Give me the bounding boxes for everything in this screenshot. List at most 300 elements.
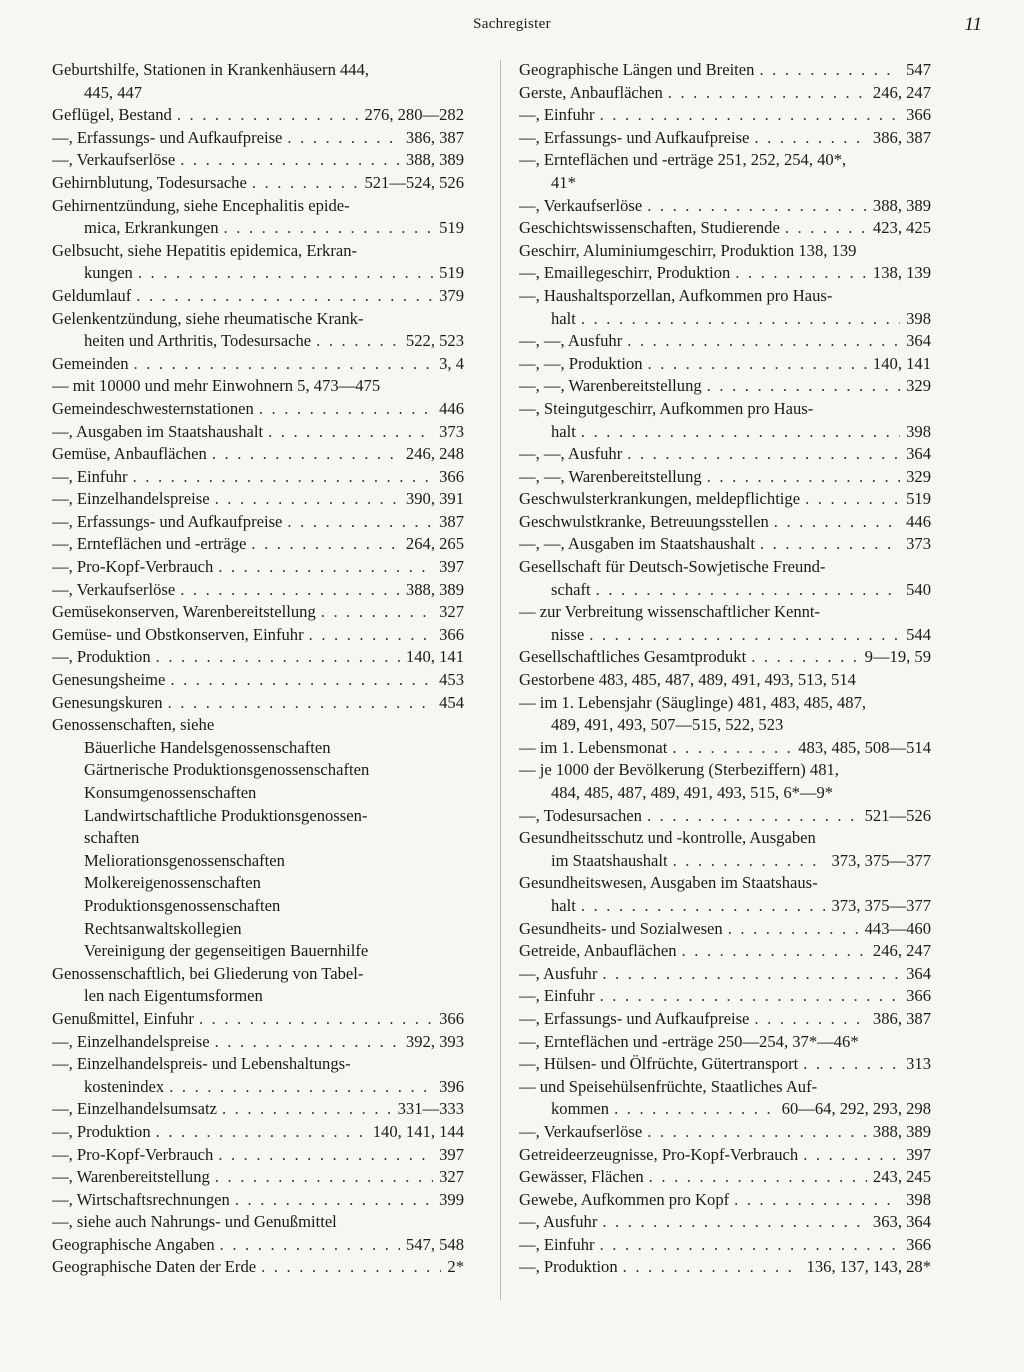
dot-leader <box>581 895 826 918</box>
entry-term: —, Einfuhr <box>52 466 128 486</box>
entry-pages: 388, 389 <box>405 579 464 599</box>
index-entry <box>52 330 464 353</box>
index-entry <box>52 1256 464 1279</box>
entry-term: Gesundheits- und Sozialwesen <box>519 918 723 938</box>
index-entry <box>519 1076 931 1099</box>
dot-leader <box>287 127 400 150</box>
entry-pages: 483, 485, 508—514 <box>798 737 931 757</box>
index-entry <box>52 443 464 466</box>
entry-term: Geflügel, Bestand <box>52 105 172 125</box>
index-entry <box>52 82 464 105</box>
entry-term: Gehirnblutung, Todesursache <box>52 172 247 192</box>
entry-term: Gewässer, Flächen <box>519 1167 644 1187</box>
entry-term: Geographische Daten der Erde <box>52 1257 257 1277</box>
index-entry <box>519 398 931 421</box>
entry-pages: 366 <box>439 466 464 486</box>
entry-term: Geburtshilfe, Stationen in Krankenhäusern 444, <box>52 60 370 79</box>
entry-term: —, Einzelhandelspreise <box>52 1031 210 1051</box>
index-entry <box>52 466 464 489</box>
entry-pages: 329 <box>906 376 931 396</box>
index-entry <box>52 353 464 376</box>
dot-leader <box>614 1098 776 1121</box>
index-entry <box>519 872 931 895</box>
entry-pages: 373, 375—377 <box>831 895 931 915</box>
entry-pages: 547, 548 <box>405 1234 464 1254</box>
entry-term: —, Einzelhandelspreis- und Lebenshaltungs- <box>52 1054 351 1074</box>
index-entry <box>52 1008 464 1031</box>
index-entry <box>519 217 931 240</box>
index-entry <box>52 827 464 850</box>
entry-term: —, Pro-Kopf-Verbrauch <box>52 1144 214 1164</box>
dot-leader <box>805 488 900 511</box>
index-entry <box>52 149 464 172</box>
dot-leader <box>180 149 400 172</box>
entry-term: —, Verkaufserlöse <box>52 150 176 170</box>
entry-term: Gemeindeschwesternstationen <box>52 398 254 418</box>
index-entry <box>519 1256 931 1279</box>
entry-term: —, Emaillegeschirr, Produktion <box>519 263 731 283</box>
entry-pages: 9—19, 59 <box>864 647 931 667</box>
index-entry <box>519 104 931 127</box>
entry-pages: 399 <box>439 1189 464 1209</box>
entry-term: —, Verkaufserlöse <box>519 195 643 215</box>
dot-leader <box>707 375 900 398</box>
index-entry <box>519 1098 931 1121</box>
index-entry <box>519 714 931 737</box>
entry-term: Genußmittel, Einfuhr <box>52 1008 194 1028</box>
dot-leader <box>754 127 867 150</box>
dot-leader <box>156 1121 367 1144</box>
index-entry <box>519 488 931 511</box>
entry-term: nisse <box>551 624 585 644</box>
entry-term: 489, 491, 493, 507—515, 522, 523 <box>551 715 784 735</box>
entry-pages: 522, 523 <box>405 331 464 351</box>
dot-leader <box>647 195 867 218</box>
dot-leader <box>627 443 900 466</box>
entry-term: —, —, Produktion <box>519 353 643 373</box>
index-entry <box>519 646 931 669</box>
entry-pages: 366 <box>906 986 931 1006</box>
index-column-right <box>519 59 931 1279</box>
index-entry <box>519 985 931 1008</box>
page-number: 11 <box>964 14 982 35</box>
entry-term: Gestorbene 483, 485, 487, 489, 491, 493, 513, 514 <box>519 670 856 690</box>
dot-leader <box>600 104 901 127</box>
entry-pages: 388, 389 <box>872 195 931 215</box>
entry-pages: 246, 248 <box>405 444 464 464</box>
entry-pages: 540 <box>906 579 931 599</box>
dot-leader <box>261 1256 441 1279</box>
entry-term: —, Einfuhr <box>519 1234 595 1254</box>
dot-leader <box>224 217 434 240</box>
index-entry <box>519 1053 931 1076</box>
entry-pages: 519 <box>439 263 464 283</box>
dot-leader <box>581 308 900 331</box>
index-entry <box>519 466 931 489</box>
entry-term: —, siehe auch Nahrungs- und Genußmittel <box>52 1212 337 1232</box>
entry-term: —, Ernteflächen und -erträge 250—254, 37*—46* <box>519 1031 859 1051</box>
entry-term: —, Hülsen- und Ölfrüchte, Gütertransport <box>519 1054 799 1074</box>
entry-term: —, —, Ausfuhr <box>519 331 623 351</box>
index-entry <box>52 1166 464 1189</box>
dot-leader <box>682 940 867 963</box>
entry-term: —, Einzelhandelspreise <box>52 489 210 509</box>
index-entry <box>52 421 464 444</box>
index-entry <box>52 1053 464 1076</box>
index-entry <box>52 782 464 805</box>
dot-leader <box>218 556 433 579</box>
index-entry <box>519 1008 931 1031</box>
page-header <box>0 12 1024 46</box>
entry-term: —, Wirtschaftsrechnungen <box>52 1189 230 1209</box>
entry-term: Getreideerzeugnisse, Pro-Kopf-Verbrauch <box>519 1144 799 1164</box>
dot-leader <box>133 466 434 489</box>
entry-term: kostenindex <box>84 1076 165 1096</box>
index-entry <box>52 127 464 150</box>
index-entry <box>519 375 931 398</box>
dot-leader <box>707 466 900 489</box>
entry-term: Genossenschaftlich, bei Gliederung von Tabel- <box>52 963 364 983</box>
index-entry <box>52 488 464 511</box>
entry-pages: 364 <box>906 444 931 464</box>
entry-term: Gemeinden <box>52 353 129 373</box>
entry-term: Geschwulstkranke, Betreuungsstellen <box>519 511 769 531</box>
dot-leader <box>177 104 359 127</box>
entry-pages: 140, 141 <box>405 647 464 667</box>
index-entry <box>519 330 931 353</box>
dot-leader <box>169 1076 433 1099</box>
entry-term: Gerste, Anbauflächen <box>519 82 663 102</box>
dot-leader <box>235 1189 433 1212</box>
entry-term: —, —, Warenbereitstellung <box>519 466 702 486</box>
index-entry <box>52 940 464 963</box>
entry-term: Gelenkentzündung, siehe rheumatische Krank- <box>52 308 364 328</box>
entry-term: mica, Erkrankungen <box>84 218 219 238</box>
entry-pages: 388, 389 <box>872 1121 931 1141</box>
index-entry <box>519 940 931 963</box>
index-entry <box>519 443 931 466</box>
entry-term: —, Ausfuhr <box>519 1212 598 1232</box>
dot-leader <box>627 330 900 353</box>
dot-leader <box>199 1008 433 1031</box>
index-entry <box>52 692 464 715</box>
entry-pages: 3, 4 <box>439 353 464 373</box>
index-entry <box>52 850 464 873</box>
dot-leader <box>321 601 433 624</box>
entry-term: len nach Eigentumsformen <box>84 986 263 1006</box>
index-entry <box>519 511 931 534</box>
entry-pages: 363, 364 <box>872 1212 931 1232</box>
entry-term: Geschichtswissenschaften, Studierende <box>519 218 780 238</box>
index-entry <box>52 579 464 602</box>
index-entry <box>519 895 931 918</box>
entry-pages: 398 <box>906 1189 931 1209</box>
entry-term: —, Einfuhr <box>519 986 595 1006</box>
entry-pages: 454 <box>439 692 464 712</box>
entry-pages: 329 <box>906 466 931 486</box>
dot-leader <box>803 1144 900 1167</box>
entry-pages: 246, 247 <box>872 82 931 102</box>
index-entry <box>519 805 931 828</box>
entry-term: — zur Verbreitung wissenschaftlicher Kennt- <box>519 602 821 622</box>
dot-leader <box>156 646 400 669</box>
entry-term: Gemüse- und Obstkonserven, Einfuhr <box>52 624 304 644</box>
index-entry <box>519 149 931 172</box>
entry-pages: 544 <box>906 624 931 644</box>
index-entry <box>52 240 464 263</box>
entry-pages: 547 <box>906 60 931 79</box>
entry-pages: 519 <box>906 489 931 509</box>
entry-pages: 140, 141, 144 <box>372 1121 464 1141</box>
index-entry <box>519 963 931 986</box>
index-entry <box>519 353 931 376</box>
entry-term: —, Verkaufserlöse <box>519 1121 643 1141</box>
dot-leader <box>647 805 859 828</box>
entry-pages: 453 <box>439 670 464 690</box>
index-entry <box>519 737 931 760</box>
entry-term: Gesellschaft für Deutsch-Sowjetische Freund- <box>519 557 826 577</box>
entry-pages: 397 <box>906 1144 931 1164</box>
entry-pages: 446 <box>906 511 931 531</box>
index-entry <box>52 918 464 941</box>
dot-leader <box>735 262 867 285</box>
dot-leader <box>589 624 900 647</box>
dot-leader <box>734 1189 900 1212</box>
entry-pages: 379 <box>439 285 464 305</box>
entry-pages: 366 <box>906 1234 931 1254</box>
index-entry <box>52 669 464 692</box>
dot-leader <box>647 1121 867 1144</box>
index-entry <box>52 1189 464 1212</box>
index-entry <box>519 669 931 692</box>
dot-leader <box>218 1144 433 1167</box>
index-entry <box>52 646 464 669</box>
entry-term: —, Ernteflächen und -erträge 251, 252, 254, 40*, <box>519 150 847 170</box>
index-entry <box>519 533 931 556</box>
entry-pages: 138, 139 <box>872 263 931 283</box>
entry-pages: 313 <box>906 1054 931 1074</box>
entry-term: — im 1. Lebensmonat <box>519 737 668 757</box>
entry-term: Genesungsheime <box>52 670 166 690</box>
entry-pages: 446 <box>439 398 464 418</box>
index-entry <box>519 1031 931 1054</box>
dot-leader <box>136 285 433 308</box>
index-entry <box>519 262 931 285</box>
entry-term: —, Verkaufserlöse <box>52 579 176 599</box>
entry-term: 484, 485, 487, 489, 491, 493, 515, 6*—9* <box>551 783 834 802</box>
entry-term: Geographische Längen und Breiten <box>519 60 755 79</box>
dot-leader <box>673 850 826 873</box>
entry-term: —, —, Warenbereitstellung <box>519 376 702 396</box>
entry-term: halt <box>551 895 576 915</box>
index-entry <box>52 556 464 579</box>
index-entry <box>519 59 931 82</box>
entry-pages: 60—64, 292, 293, 298 <box>781 1099 931 1119</box>
entry-pages: 243, 245 <box>872 1167 931 1187</box>
entry-pages: 136, 137, 143, 28* <box>806 1257 931 1277</box>
entry-term: Gehirnentzündung, siehe Encephalitis epide- <box>52 195 350 215</box>
index-entry <box>52 759 464 782</box>
index-entry <box>52 872 464 895</box>
entry-term: —, —, Ausfuhr <box>519 444 623 464</box>
entry-pages: 246, 247 <box>872 941 931 961</box>
dot-leader <box>222 1098 392 1121</box>
index-entry <box>52 375 464 398</box>
entry-term: Vereinigung der gegenseitigen Bauernhilfe <box>84 941 369 961</box>
entry-term: — im 1. Lebensjahr (Säuglinge) 481, 483, 485, 487, <box>519 692 867 712</box>
entry-term: —, Ernteflächen und -erträge <box>52 534 247 554</box>
dot-leader <box>600 985 901 1008</box>
entry-term: Produktionsgenossenschaften <box>84 895 281 915</box>
dot-leader <box>600 1234 901 1257</box>
index-entry <box>52 1211 464 1234</box>
entry-term: — und Speisehülsenfrüchte, Staatliches Auf- <box>519 1076 818 1096</box>
entry-term: Gesellschaftliches Gesamtprodukt <box>519 647 747 667</box>
entry-term: heiten und Arthritis, Todesursache <box>84 331 312 351</box>
dot-leader <box>602 963 900 986</box>
index-entry <box>52 398 464 421</box>
index-entry <box>52 737 464 760</box>
index-entry <box>519 601 931 624</box>
dot-leader <box>751 646 858 669</box>
index-entry <box>519 850 931 873</box>
entry-pages: 264, 265 <box>405 534 464 554</box>
entry-term: Geschirr, Aluminiumgeschirr, Produktion 138, 139 <box>519 240 857 260</box>
dot-leader <box>138 262 433 285</box>
index-entry <box>519 421 931 444</box>
index-entry <box>519 759 931 782</box>
entry-term: Gelbsucht, siehe Hepatitis epidemica, Erkran- <box>52 240 358 260</box>
running-head: Sachregister <box>473 16 551 32</box>
index-entry <box>52 511 464 534</box>
dot-leader <box>623 1256 801 1279</box>
entry-pages: 521—524, 526 <box>364 172 464 192</box>
entry-term: schaft <box>551 579 591 599</box>
entry-term: —, —, Ausgaben im Staatshaushalt <box>519 534 755 554</box>
dot-leader <box>668 82 867 105</box>
entry-term: Genesungskuren <box>52 692 163 712</box>
entry-term: Molkereigenossenschaften <box>84 873 261 893</box>
entry-term: —, Erfassungs- und Aufkaufpreise <box>519 127 750 147</box>
entry-pages: 519 <box>439 218 464 238</box>
index-entry <box>519 1121 931 1144</box>
entry-pages: 390, 391 <box>405 489 464 509</box>
entry-pages: 397 <box>439 557 464 577</box>
entry-term: —, Ausgaben im Staatshaushalt <box>52 421 264 441</box>
entry-pages: 2* <box>447 1257 464 1277</box>
index-entry <box>52 308 464 331</box>
entry-term: 41* <box>551 172 576 192</box>
entry-term: Rechtsanwaltskollegien <box>84 918 242 938</box>
entry-term: schaften <box>84 828 140 848</box>
index-entry <box>52 624 464 647</box>
index-entry <box>519 1211 931 1234</box>
index-entry <box>52 59 464 82</box>
entry-pages: 388, 389 <box>405 150 464 170</box>
index-entry <box>519 556 931 579</box>
dot-leader <box>581 421 900 444</box>
entry-pages: 423, 425 <box>872 218 931 238</box>
entry-term: Gewebe, Aufkommen pro Kopf <box>519 1189 730 1209</box>
index-entry <box>519 1234 931 1257</box>
dot-leader <box>759 59 900 82</box>
entry-term: Konsumgenossenschaften <box>84 783 257 802</box>
dot-leader <box>754 1008 867 1031</box>
entry-pages: 396 <box>439 1076 464 1096</box>
index-entry <box>519 308 931 331</box>
entry-term: Geschwulsterkrankungen, meldepflichtige <box>519 489 801 509</box>
index-entry <box>519 918 931 941</box>
entry-term: Getreide, Anbauflächen <box>519 941 677 961</box>
entry-term: —, Einzelhandelsumsatz <box>52 1099 217 1119</box>
entry-pages: 364 <box>906 331 931 351</box>
entry-pages: 443—460 <box>864 918 931 938</box>
index-entry <box>52 1234 464 1257</box>
index-entry <box>52 195 464 218</box>
entry-pages: 373 <box>906 534 931 554</box>
index-entry <box>519 1144 931 1167</box>
entry-term: —, Erfassungs- und Aufkaufpreise <box>519 1008 750 1028</box>
dot-leader <box>309 624 433 647</box>
dot-leader <box>212 443 400 466</box>
dot-leader <box>728 918 859 941</box>
index-entry <box>519 285 931 308</box>
index-entry <box>52 172 464 195</box>
entry-term: —, Produktion <box>52 647 151 667</box>
entry-term: Genossenschaften, siehe <box>52 715 215 735</box>
entry-term: Gesundheitsschutz und -kontrolle, Ausgaben <box>519 828 816 848</box>
entry-pages: 386, 387 <box>872 1008 931 1028</box>
dot-leader <box>134 353 434 376</box>
entry-pages: 521—526 <box>864 805 931 825</box>
entry-term: Gemüse, Anbauflächen <box>52 444 207 464</box>
dot-leader <box>316 330 400 353</box>
index-entry <box>519 827 931 850</box>
dot-leader <box>287 511 433 534</box>
index-entry <box>52 963 464 986</box>
index-entry <box>519 195 931 218</box>
entry-term: Geldumlauf <box>52 285 132 305</box>
entry-term: 445, 447 <box>84 82 143 102</box>
entry-pages: 331—333 <box>397 1099 464 1119</box>
entry-term: Geographische Angaben <box>52 1234 215 1254</box>
entry-pages: 386, 387 <box>405 127 464 147</box>
index-entry <box>52 805 464 828</box>
dot-leader <box>596 579 900 602</box>
index-entry <box>52 714 464 737</box>
entry-pages: 364 <box>906 963 931 983</box>
entry-pages: 327 <box>439 1167 464 1187</box>
entry-term: —, Erfassungs- und Aufkaufpreise <box>52 127 283 147</box>
index-entry <box>52 1121 464 1144</box>
index-entry <box>52 285 464 308</box>
dot-leader <box>259 398 433 421</box>
entry-term: —, Warenbereitstellung <box>52 1167 210 1187</box>
entry-term: halt <box>551 421 576 441</box>
dot-leader <box>170 669 433 692</box>
entry-term: —, Todesursachen <box>519 805 642 825</box>
index-entry <box>52 1098 464 1121</box>
index-entry <box>52 895 464 918</box>
entry-term: —, Haushaltsporzellan, Aufkommen pro Haus- <box>519 285 833 305</box>
dot-leader <box>602 1211 867 1234</box>
index-entry <box>519 624 931 647</box>
entry-term: kungen <box>84 263 133 283</box>
index-entry <box>519 127 931 150</box>
index-entry <box>52 601 464 624</box>
dot-leader <box>760 533 900 556</box>
dot-leader <box>252 172 359 195</box>
